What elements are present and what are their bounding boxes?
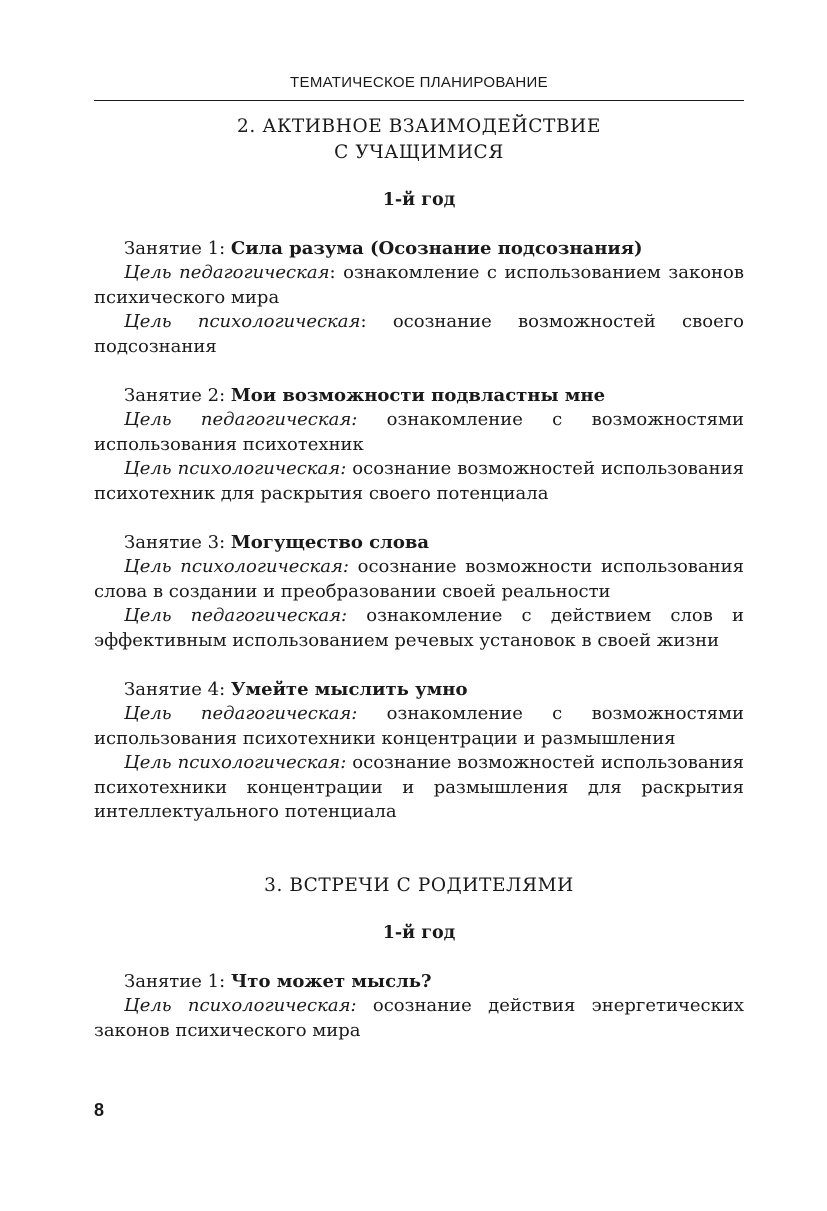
lesson-item: [94, 237, 744, 360]
goal-label: Цель психологическая:: [124, 556, 349, 578]
lesson-goal: [94, 555, 744, 604]
lesson-item: [94, 970, 744, 1044]
lesson-item: [94, 678, 744, 826]
goal-text: осознание возможностей использования психотехники концентрации и размышления для раскрытия интеллектуального потенциала: [94, 752, 744, 823]
lesson-number: Занятие 3:: [124, 531, 231, 553]
lesson-item: [94, 531, 744, 654]
lesson-goal: [94, 310, 744, 359]
goal-label: Цель психологическая:: [124, 752, 347, 774]
goal-label: Цель педагогическая:: [124, 409, 358, 431]
page-number: 8: [94, 1100, 105, 1120]
lesson-item: [94, 384, 744, 507]
goal-label: Цель психологическая:: [124, 995, 357, 1017]
lesson-number: Занятие 2:: [124, 384, 231, 406]
lesson-heading: [94, 678, 744, 703]
section-title: [94, 114, 744, 166]
section-title-line: С УЧАЩИМИСЯ: [334, 142, 504, 163]
lesson-number: Занятие 1:: [124, 237, 231, 259]
lesson-title: Умейте мыслить умно: [230, 678, 468, 700]
lesson-goal: [94, 994, 744, 1043]
page-content: [94, 114, 744, 1067]
header-rule: [94, 100, 744, 101]
lesson-number: Занятие 1:: [124, 970, 231, 992]
goal-separator: :: [329, 262, 336, 284]
year-heading: 1-й год: [382, 923, 456, 944]
year-heading: 1-й год: [382, 190, 456, 210]
goal-text: осознание действия энергетических законов психического мира: [94, 995, 745, 1041]
goal-text: осознание возможности использования слова в создании и преобразовании своей реальности: [94, 556, 745, 602]
lesson-number: Занятие 4:: [124, 678, 231, 700]
running-head: ТЕМАТИЧЕСКОЕ ПЛАНИРОВАНИЕ: [290, 74, 548, 91]
goal-text: ознакомление с возможностями использования психотехник: [94, 409, 744, 455]
lesson-goal: [94, 457, 744, 506]
lesson-goal: [94, 261, 744, 310]
lesson-goal: [94, 604, 744, 653]
section-title-line: 3. ВСТРЕЧИ С РОДИТЕЛЯМИ: [264, 875, 574, 897]
lesson-title: Что может мысль?: [230, 970, 432, 992]
lesson-heading: [94, 531, 744, 556]
lesson-goal: [94, 408, 744, 457]
lesson-heading: [94, 970, 744, 995]
section-title-line: 2. АКТИВНОЕ ВЗАИМОДЕЙСТВИЕ: [237, 116, 601, 137]
goal-label: Цель педагогическая:: [124, 605, 348, 627]
lesson-title: Могущество слова: [230, 531, 430, 553]
lesson-title: Мои возможности подвластны мне: [230, 384, 606, 406]
goal-text: ознакомление с использованием законов психического мира: [94, 262, 745, 308]
lesson-heading: [94, 237, 744, 262]
lesson-goal: [94, 751, 744, 825]
lesson-heading: [94, 384, 744, 409]
goal-label: Цель педагогическая:: [124, 703, 358, 725]
goal-label: Цель психологическая: [124, 311, 361, 333]
goal-separator: :: [360, 311, 367, 333]
goal-label: Цель психологическая:: [124, 458, 347, 480]
section-spacer: [94, 849, 744, 873]
goal-text: осознание возможностей своего подсознания: [94, 311, 745, 357]
lesson-goal: [94, 702, 744, 751]
section-title: [94, 873, 744, 899]
goal-text: осознание возможностей использования психотехник для раскрытия своего потенциала: [94, 458, 744, 504]
lesson-title: Сила разума (Осознание подсознания): [230, 237, 643, 259]
goal-label: Цель педагогическая: [124, 262, 330, 284]
goal-text: ознакомление с возможностями использования психотехники концентрации и размышления: [94, 703, 744, 749]
goal-text: ознакомление с действием слов и эффективным использованием речевых установок в своей жизни: [94, 605, 744, 651]
